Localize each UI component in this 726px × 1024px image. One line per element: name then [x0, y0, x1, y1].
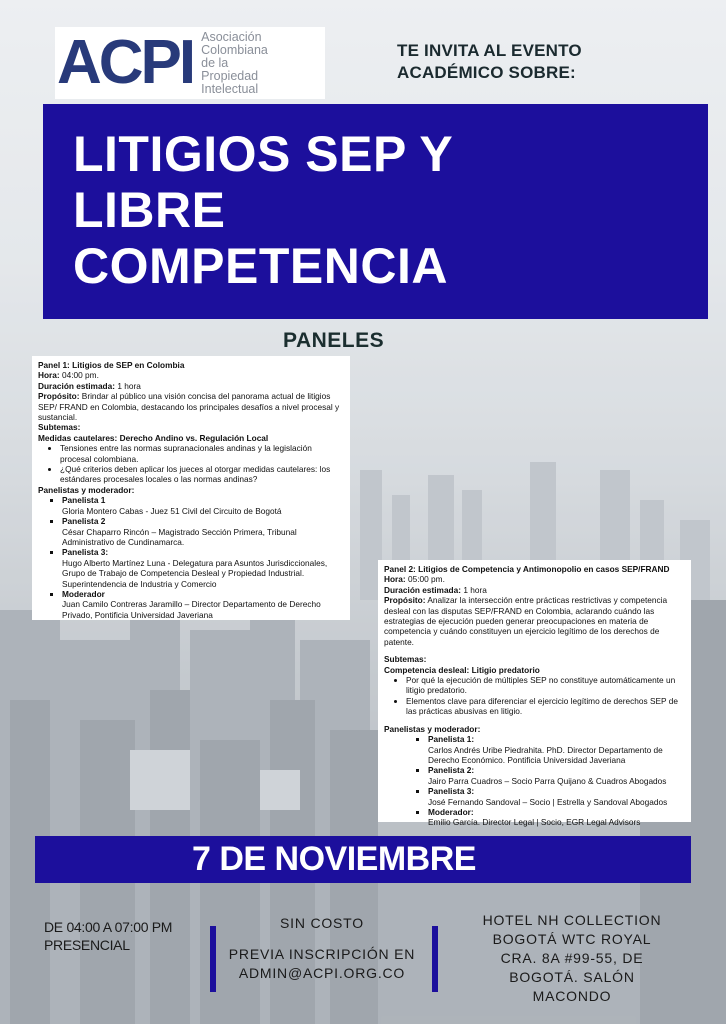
logo-mark: ACPI — [57, 28, 194, 97]
venue-info — [470, 911, 674, 1006]
subtemas-label: Subtemas: — [384, 654, 427, 665]
hora-value: 04:00 pm. — [61, 370, 99, 381]
proposito-text: Analizar la intersección entre prácticas restrictivas y competencia desleal con las disputas SEP/FRAND en Colombia, aclarando cuándo las estrategias de ejecución pueden generar preocupaciones en materia de competencia y cuándo constituyen un ejercicio legítimo de los derechos de patente. — [384, 595, 668, 647]
panelist-item — [62, 516, 344, 547]
panelist-item — [428, 786, 685, 807]
panelist-role: Panelista 1: — [428, 734, 475, 745]
panelist-item — [62, 589, 344, 620]
duracion-value: 1 hora — [463, 584, 487, 595]
list-item: • Tensiones entre las normas supranacionales andinas y la legislación procesal colombiana. — [60, 443, 344, 464]
subtema-title: Medidas cautelares: Derecho Andino vs. Regulación Local — [38, 432, 269, 443]
logo-name-line: Intelectual — [201, 81, 259, 96]
proposito-text: Brindar al público una visión concisa del panorama actual de litigios SEP/ FRAND en Colombia, destacando los principales desafíos a nivel procesal y sustancial. — [38, 391, 340, 423]
proposito-label: Propósito: — [38, 391, 80, 402]
registration-info — [222, 914, 422, 983]
duracion-value: 1 hora — [117, 380, 141, 391]
hora-value: 05:00 pm. — [407, 574, 445, 585]
panelists-list — [38, 495, 344, 620]
panelist-desc: Jairo Parra Cuadros – Socio Parra Quijano & Cuadros Abogados — [428, 775, 667, 786]
panel-1-card — [32, 356, 350, 620]
title-line: LIBRE — [73, 182, 226, 238]
panelist-role: Panelista 1 — [62, 495, 106, 506]
event-date: 7 DE NOVIEMBRE — [192, 840, 476, 878]
panelistas-label: Panelistas y moderador: — [38, 484, 135, 495]
panelist-item — [428, 734, 685, 765]
list-item: • Por qué la ejecución de múltiples SEP no constituye automáticamente un litigio predatorio. — [406, 675, 685, 696]
registration-line: PREVIA INSCRIPCIÓN EN — [228, 946, 416, 962]
panelist-role: Panelista 2: — [428, 765, 475, 776]
panelist-item — [62, 547, 344, 589]
divider-bar — [432, 926, 438, 992]
panelist-desc: Emilio García. Director Legal | Socio, EGR Legal Advisors — [428, 817, 641, 828]
logo-name-line: Colombiana — [201, 42, 268, 57]
panelist-desc: Hugo Alberto Martínez Luna - Delegatura para Asuntos Jurisdiccionales, Grupo de Trabajo de Competencia Desleal y Propiedad Industrial. Superintendencia de Industria y Comercio — [62, 557, 328, 589]
list-item: • ¿Qué criterios deben aplicar los jueces al otorgar medidas cautelares: los estándares procesales locales o las normas andinas? — [60, 464, 344, 485]
panelists-list — [384, 734, 685, 828]
title-line: COMPETENCIA — [73, 238, 448, 294]
logo-name-line: Propiedad — [201, 68, 259, 83]
venue-line: HOTEL NH COLLECTION — [482, 912, 662, 928]
date-band — [35, 836, 691, 883]
duracion-label: Duración estimada: — [38, 380, 115, 391]
event-title — [73, 126, 693, 294]
panelist-role: Panelista 3: — [62, 547, 109, 558]
schedule-time: DE 04:00 A 07:00 PM — [44, 919, 173, 935]
duracion-label: Duración estimada: — [384, 584, 461, 595]
panelistas-label: Panelistas y moderador: — [384, 723, 481, 734]
logo-name-line: Asociación — [201, 29, 262, 44]
hora-label: Hora: — [38, 370, 60, 381]
subtemas-label: Subtemas: — [38, 422, 81, 433]
schedule-info — [44, 918, 172, 954]
panelist-desc: César Chaparro Rincón – Magistrado Sección Primera, Tribunal Administrativo de Cundinamarca. — [62, 526, 297, 547]
panel-title: Panel 2: Litigios de Competencia y Antimonopolio en casos SEP/FRAND — [384, 564, 670, 574]
panelist-desc: José Fernando Sandoval – Socio | Estrella y Sandoval Abogados — [428, 796, 668, 807]
invite-line: TE INVITA AL EVENTO — [397, 41, 582, 60]
title-line: LITIGIOS SEP Y — [73, 126, 454, 182]
logo-organization-name — [201, 31, 268, 96]
acpi-logo — [55, 27, 325, 99]
list-item: • Elementos clave para diferenciar el ejercicio legítimo de derechos SEP de las prácticas abusivas en litigio. — [406, 696, 685, 717]
panelist-desc: Juan Camilo Contreras Jaramillo – Director Departamento de Derecho Privado, Pontificia Universidad Javeriana — [62, 599, 321, 620]
venue-line: MACONDO — [532, 988, 612, 1004]
panelist-item — [428, 807, 685, 828]
panel-2-card — [378, 560, 691, 828]
venue-line: BOGOTÁ WTC ROYAL — [492, 931, 652, 947]
venue-line: CRA. 8A #99-55, DE — [500, 950, 644, 966]
subtema-title: Competencia desleal: Litigio predatorio — [384, 664, 540, 675]
subtema-list — [38, 443, 344, 485]
proposito-label: Propósito: — [384, 595, 426, 606]
invite-line: ACADÉMICO SOBRE: — [397, 63, 576, 82]
panelist-desc: Gloria Montero Cabas - Juez 51 Civil del Circuito de Bogotá — [62, 505, 282, 516]
hora-label: Hora: — [384, 574, 406, 585]
panelist-role: Panelista 3: — [428, 786, 475, 797]
divider-bar — [210, 926, 216, 992]
invite-heading — [397, 40, 697, 84]
panelist-desc: Carlos Andrés Uribe Piedrahita. PhD. Director Departamento de Derecho Económico. Pontificia Universidad Javeriana — [428, 744, 663, 765]
registration-email[interactable]: ADMIN@ACPI.ORG.CO — [238, 965, 406, 981]
section-heading: PANELES — [283, 329, 385, 352]
subtema-list — [384, 675, 685, 717]
cost-text: SIN COSTO — [280, 915, 364, 931]
logo-name-line: de la — [201, 55, 229, 70]
venue-line: BOGOTÁ. SALÓN — [509, 969, 635, 985]
panelist-item — [428, 765, 685, 786]
panelist-item — [62, 495, 344, 516]
schedule-mode: PRESENCIAL — [44, 937, 130, 953]
panelist-role: Moderador — [62, 588, 105, 599]
panel-title: Panel 1: Litigios de SEP en Colombia — [38, 360, 185, 370]
panelist-role: Panelista 2 — [62, 516, 106, 527]
panelist-role: Moderador: — [428, 806, 474, 817]
title-band — [43, 104, 708, 319]
